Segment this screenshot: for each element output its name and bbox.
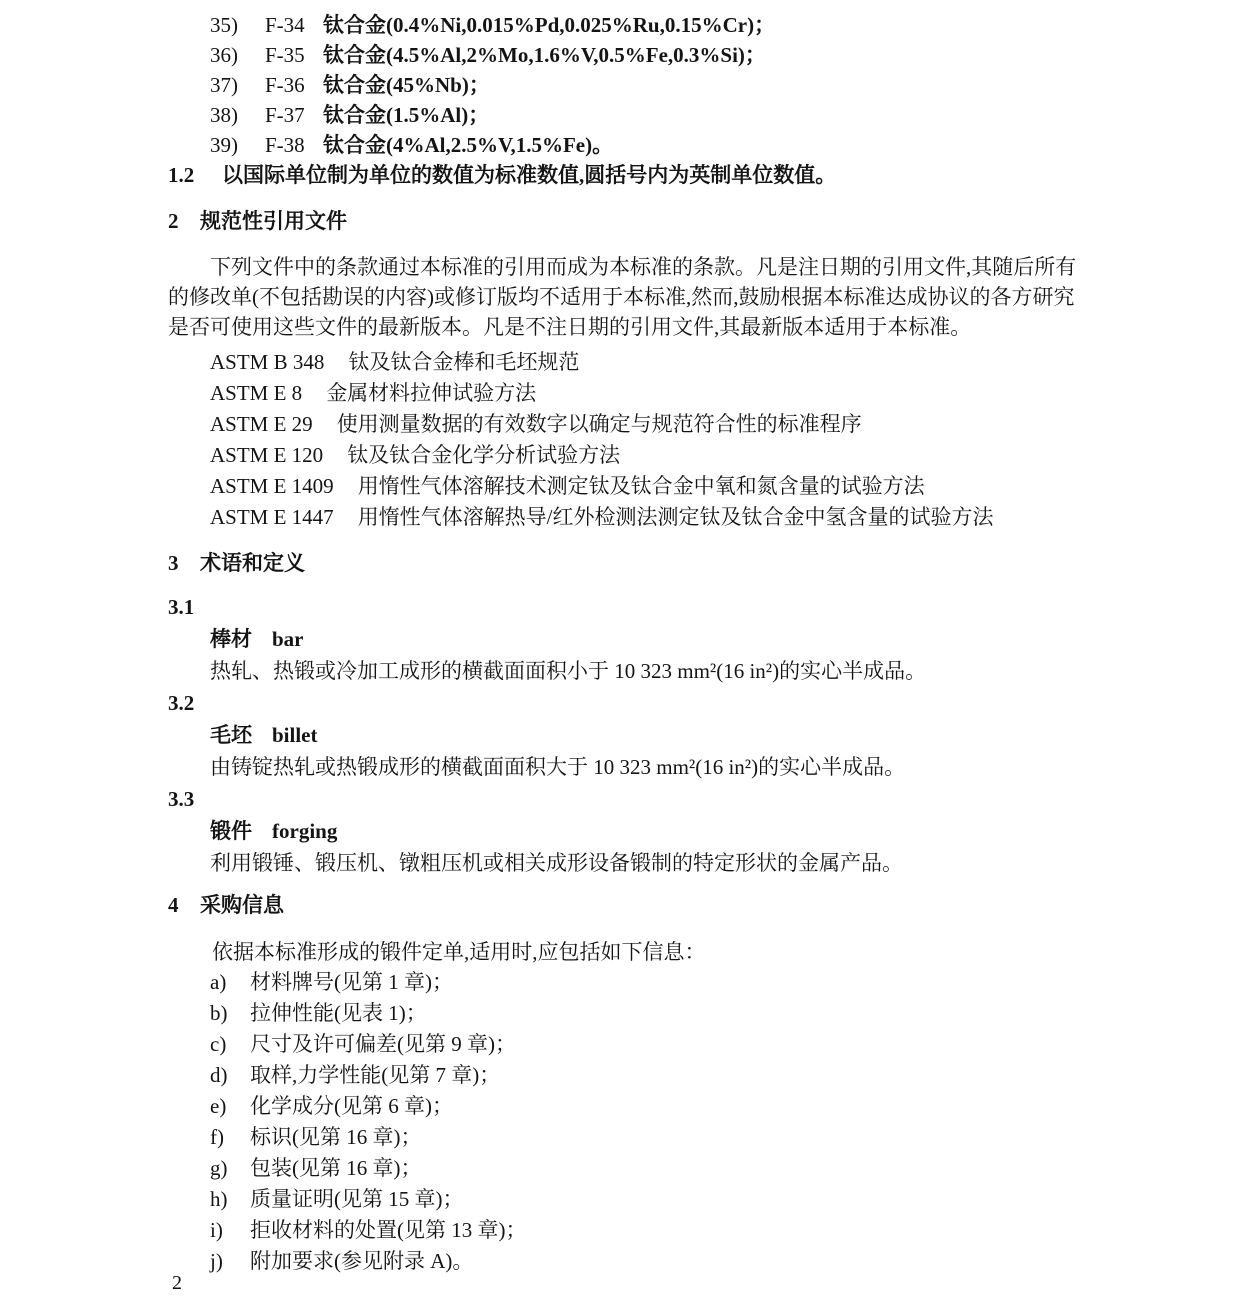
purchase-item-text: 化学成分(见第 6 章)；: [250, 1094, 453, 1118]
section-2-heading: [168, 206, 1118, 236]
term-definition: 由铸锭热轧或热锻成形的横截面面积大于 10 323 mm²(16 in²)的实心半成品。: [210, 755, 906, 779]
term-clause-number: 3.1: [168, 595, 195, 619]
alloy-item-number: 36): [210, 43, 238, 67]
term-definition: 热轧、热锻或冷加工成形的横截面面积小于 10 323 mm²(16 in²)的实心半成品。: [210, 659, 927, 683]
purchase-item-text: 标识(见第 16 章)；: [250, 1125, 422, 1149]
purchase-item-letter: j): [210, 1249, 223, 1273]
reference-code: ASTM E 1447: [210, 505, 334, 529]
purchase-item-letter: d): [210, 1063, 228, 1087]
alloy-list-item: [210, 40, 1118, 70]
alloy-item-number: 39): [210, 133, 238, 157]
alloy-item-description: 钛合金(4%Al,2.5%V,1.5%Fe)。: [323, 133, 614, 157]
clause-1-2-number: 1.2: [168, 163, 195, 187]
section-4-number: 4: [168, 893, 179, 917]
purchase-info-item: [210, 967, 1118, 998]
term-clause-number: 3.2: [168, 691, 195, 715]
purchase-item-text: 包装(见第 16 章)；: [250, 1156, 422, 1180]
alloy-item-description: 钛合金(4.5%Al,2%Mo,1.6%V,0.5%Fe,0.3%Si)；: [323, 43, 766, 67]
reference-title: 用惰性气体溶解热导/红外检测法测定钛及钛合金中氢含量的试验方法: [357, 505, 994, 529]
purchase-item-letter: c): [210, 1032, 227, 1056]
purchase-item-letter: h): [210, 1187, 228, 1211]
reference-title: 钛及钛合金棒和毛坯规范: [348, 350, 580, 374]
section-2-paragraph: [168, 252, 1118, 342]
alloy-item-description: 钛合金(45%Nb)；: [323, 73, 490, 97]
alloy-item-code: F-38: [265, 133, 305, 157]
purchase-info-item: [210, 1184, 1118, 1215]
alloy-item-description: 钛合金(0.4%Ni,0.015%Pd,0.025%Ru,0.15%Cr)；: [323, 13, 776, 37]
alloy-list-item: [210, 100, 1118, 130]
purchase-info-item: [210, 1060, 1118, 1091]
purchase-item-letter: g): [210, 1156, 228, 1180]
reference-item: [210, 471, 1118, 502]
purchase-info-item: [210, 1091, 1118, 1122]
term-name: [210, 623, 1118, 655]
purchase-item-text: 拉伸性能(见表 1)；: [250, 1001, 427, 1025]
alloy-list-item: [210, 130, 1118, 160]
purchase-item-text: 拒收材料的处置(见第 13 章)；: [250, 1218, 527, 1242]
purchase-info-item: [210, 1215, 1118, 1246]
term-name: [210, 815, 1118, 847]
term-name-chinese: 毛坯: [210, 723, 252, 747]
reference-item: [210, 378, 1118, 409]
reference-item: [210, 409, 1118, 440]
purchase-item-letter: b): [210, 1001, 228, 1025]
purchase-info-item: [210, 1246, 1118, 1277]
section-3-title: 术语和定义: [200, 551, 305, 575]
alloy-item-description: 钛合金(1.5%Al)；: [323, 103, 490, 127]
terms-list: [168, 591, 1118, 879]
reference-code: ASTM E 120: [210, 443, 324, 467]
purchase-item-letter: i): [210, 1218, 223, 1242]
term-name: [210, 719, 1118, 751]
purchase-item-letter: f): [210, 1125, 224, 1149]
term-name-chinese: 锻件: [210, 819, 252, 843]
purchase-item-text: 材料牌号(见第 1 章)；: [250, 970, 453, 994]
purchase-item-text: 尺寸及许可偏差(见第 9 章)；: [250, 1032, 516, 1056]
alloy-list-item: [210, 70, 1118, 100]
section-3-heading: [168, 548, 1118, 578]
purchase-info-item: [210, 1153, 1118, 1184]
paragraph-line: 的修改单(不包括勘误的内容)或修订版均不适用于本标准,然而,鼓励根据本标准达成协议的各方研究: [168, 285, 1075, 309]
reference-code: ASTM E 1409: [210, 474, 334, 498]
alloy-item-code: F-37: [265, 103, 305, 127]
reference-title: 金属材料拉伸试验方法: [326, 381, 537, 405]
purchase-item-letter: a): [210, 970, 227, 994]
term-block: [168, 687, 1118, 783]
clause-1-2: [168, 160, 1118, 190]
alloy-item-number: 38): [210, 103, 238, 127]
alloy-list-item: [210, 10, 1118, 40]
page-body: [168, 10, 1118, 1277]
reference-item: [210, 347, 1118, 378]
reference-item: [210, 502, 1118, 533]
section-4-heading: [168, 890, 1118, 920]
reference-list: [210, 347, 1118, 533]
purchase-item-text: 质量证明(见第 15 章)；: [250, 1187, 464, 1211]
reference-title: 用惰性气体溶解技术测定钛及钛合金中氧和氮含量的试验方法: [357, 474, 925, 498]
alloy-item-code: F-36: [265, 73, 305, 97]
section-2-number: 2: [168, 209, 179, 233]
term-block: [168, 591, 1118, 687]
section-4-title: 采购信息: [200, 893, 284, 917]
reference-title: 钛及钛合金化学分析试验方法: [347, 443, 621, 467]
paragraph-line: 下列文件中的条款通过本标准的引用而成为本标准的条款。凡是注日期的引用文件,其随后所有: [210, 255, 1077, 279]
section-3-number: 3: [168, 551, 179, 575]
purchase-info-item: [210, 1122, 1118, 1153]
term-name-chinese: 棒材: [210, 627, 252, 651]
term-name-english: bar: [272, 627, 304, 651]
purchase-info-list: [168, 967, 1118, 1277]
page-number: 2: [172, 1272, 182, 1294]
reference-item: [210, 440, 1118, 471]
term-name-english: billet: [272, 723, 318, 747]
alloy-item-code: F-35: [265, 43, 305, 67]
purchase-info-item: [210, 998, 1118, 1029]
reference-code: ASTM E 8: [210, 381, 303, 405]
alloy-item-number: 35): [210, 13, 238, 37]
reference-code: ASTM B 348: [210, 350, 325, 374]
term-name-english: forging: [272, 819, 338, 843]
section-2-title: 规范性引用文件: [200, 209, 347, 233]
reference-code: ASTM E 29: [210, 412, 313, 436]
purchase-item-text: 取样,力学性能(见第 7 章)；: [250, 1063, 501, 1087]
alloy-item-number: 37): [210, 73, 238, 97]
purchase-item-text: 附加要求(参见附录 A)。: [250, 1249, 474, 1273]
term-definition: 利用锻锤、锻压机、镦粗压机或相关成形设备锻制的特定形状的金属产品。: [210, 851, 903, 875]
alloy-item-code: F-34: [265, 13, 305, 37]
term-block: [168, 783, 1118, 879]
reference-title: 使用测量数据的有效数字以确定与规范符合性的标准程序: [336, 412, 862, 436]
paragraph-line: 是否可使用这些文件的最新版本。凡是不注日期的引用文件,其最新版本适用于本标准。: [168, 315, 972, 339]
term-clause-number: 3.3: [168, 787, 195, 811]
purchase-item-letter: e): [210, 1094, 227, 1118]
section-4-intro: 依据本标准形成的锻件定单,适用时,应包括如下信息：: [212, 940, 706, 964]
clause-1-2-text: 以国际单位制为单位的数值为标准数值,圆括号内为英制单位数值。: [222, 163, 837, 187]
alloy-list: [168, 10, 1118, 160]
purchase-info-item: [210, 1029, 1118, 1060]
